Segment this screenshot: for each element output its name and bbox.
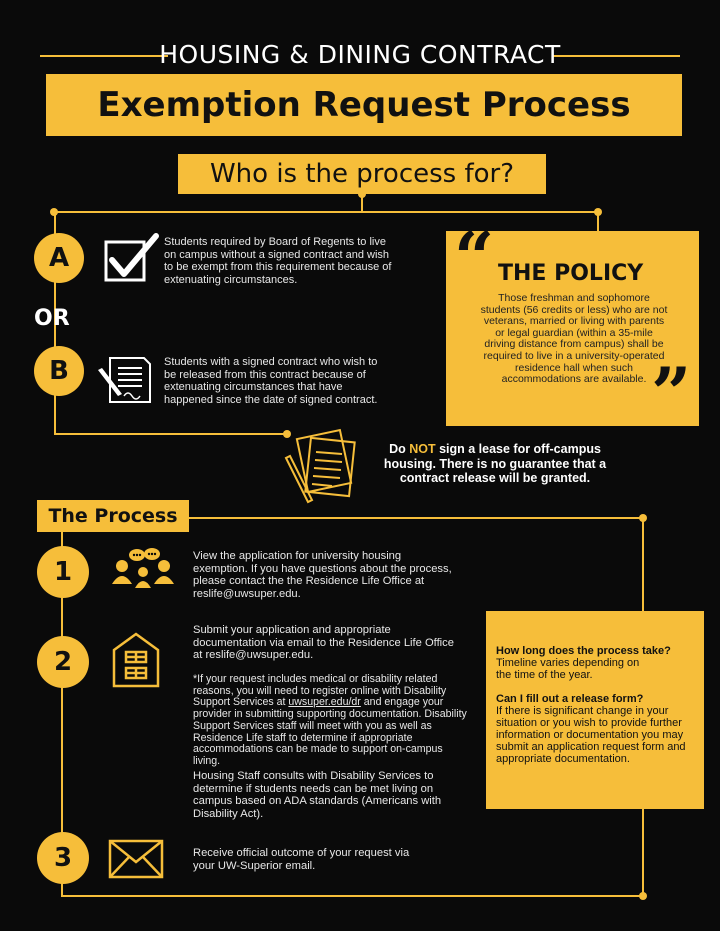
option-b-badge [34,346,84,396]
step-2-note [193,674,471,768]
faq-answer-2: If there is significant change in your situation or you wish to provide further information or documentation you may submit an application request form and appropriate documentation. [496,705,686,765]
step-2-note-prefix: *If your request includes medical or disability related reasons, you will need to register online with Disability Support Services at [193,673,447,709]
step-3-badge [37,832,89,884]
faq-question-1: How long does the process take? [496,645,671,657]
faq-question-2: Can I fill out a release form? [496,693,644,705]
option-a-badge [34,233,84,283]
process-connector-top [189,517,643,519]
envelope-icon [107,838,165,880]
step-3-number: 3 [53,843,73,873]
or-label: OR [34,306,70,331]
warning-suffix: sign a lease for off-campus housing. There is no guarantee that a contract release will be granted. [383,442,607,485]
step-2-badge [37,636,89,688]
step-1-text: View the application for university housing exemption. If you have questions about the process, please contact the the Residence Life Office at reslife@uwsuper.edu. [193,550,452,600]
lease-warning [370,442,620,486]
connector-vertical-right [597,212,599,232]
disability-services-link[interactable]: uwsuper.edu/dr [288,696,361,709]
signed-document-icon [96,356,156,406]
connector-bottom-left [54,433,286,435]
faq-answer-1: Timeline varies depending on the time of the year. [496,657,640,681]
step-2-text: Submit your application and appropriate documentation via email to the Residence Life Office at reslife@uwsuper.edu. [193,624,454,662]
policy-title: THE POLICY [498,261,644,286]
quote-open-icon: “ [454,216,495,299]
connector-dot [639,892,647,900]
option-a-letter: A [48,243,70,273]
warning-emphasis: NOT [409,442,436,456]
step-1-badge [37,546,89,598]
policy-box [446,216,699,435]
faq-box [486,611,704,809]
step-2-number: 2 [53,647,73,677]
policy-body: Those freshman and sophomore students (56 credits or less) who are not veterans, married or living with parents or legal guardian (within a 35-mile driving distance from campus) shall be required to live in a university-operated residence hall when such accommodations are available. [480,292,668,386]
option-b-letter: B [49,356,69,386]
checkbox-icon [102,230,162,288]
step-3-text: Receive official outcome of your request via your UW-Superior email. [193,847,410,872]
step-2-note-suffix: and engage your provider in submitting supporting documentation. Disability Support Services staff will meet with you as well as Residence Life staff to determine if appropriate accommodations can be made to support on-campus living. [193,696,467,767]
quote-close-icon: ” [651,352,692,435]
step-1-number: 1 [53,557,73,587]
page-title: Exemption Request Process [46,74,682,136]
process-connector-bottom [61,895,643,897]
process-title: The Process [37,500,189,532]
building-icon [110,630,162,690]
process-connector-right [642,518,644,612]
connector-vertical-center [361,194,363,212]
warning-prefix: Do [389,442,410,456]
step-2-extra: Housing Staff consults with Disability Services to determine if students needs can be met living on campus based on ADA standards (Americans with Disability Act). [193,770,442,820]
who-question: Who is the process for? [178,154,546,194]
header-subtitle: HOUSING & DINING CONTRACT [159,40,561,69]
process-connector-right-bottom [642,809,644,897]
option-b-text: Students with a signed contract who wish to be released from this contract because of extenuating circumstances that have happened since the date of signed contract. [164,356,378,406]
people-chat-icon [110,546,176,590]
papers-icon [282,428,362,510]
option-a-text: Students required by Board of Regents to live on campus without a signed contract and wish to be exempt from this requirement because of extenuating circumstances. [164,236,392,286]
connector-horizontal-top [54,211,598,213]
